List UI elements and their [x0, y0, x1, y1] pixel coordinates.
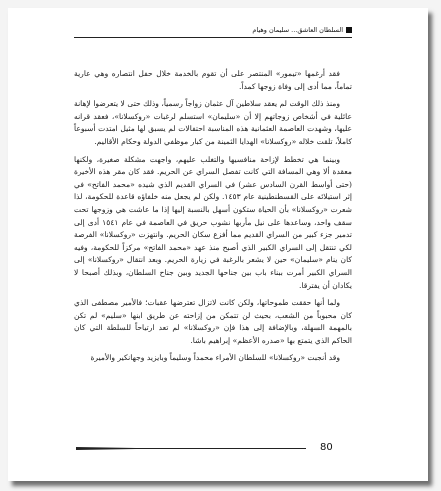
- paragraph: ومنذ ذلك الوقت لم يعقد سلاطين آل عثمان زواجاً رسمياً، وذلك حتى لا يتعرضوا لإهانة عائلية في أشخاص زوجاتهم إلا أن «سليمان» استسلم لرغبات «روكسلانا»، فعقد قرانه عليها، وشهدت العاصمة العثمانية هذه المناسبة احتفالات لم يسبق لها مثيل امتدت أسبوعاً كاملاً، تلقت خلاله «روكسلانا» الهدايا الثمينة من كبار موظفي الدولة وحكام الأقاليم.: [74, 99, 352, 146]
- page-body: [74, 8, 352, 481]
- book-page: [8, 8, 428, 481]
- running-header-text: السلطان العاشق... سليمان وهيام: [252, 26, 343, 34]
- paragraph: وقد أنجبت «روكسلانا» للسلطان الأمراء محمداً وسليماً وبايزيد وجهانكير والأميرة: [90, 353, 340, 363]
- footer-rule: [76, 448, 306, 449]
- paragraph: ولما أنها حققت طموحاتها، ولكن كانت لاتزال تعترضها عقبات؛ فالأمير مصطفى الذي كان محبوباً من الشعب، بحيث لن تتمكن من إزاحته عن طريق ابنها «سليم» لم تكن بالمهمة السهلة، وبالإضافة إلى هذا فإن «روكسلانا» لم تعد ارتياحاً للسلطة التي كان الحاكم الذي يتمتع بها «صدره الأعظم» إبراهيم باشا.: [74, 298, 352, 345]
- paragraph: فقد أرغمها «تيمور» المنتصر على أن تقوم بالخدمة خلال حفل انتصاره وهي عارية تماماً، مما أدى إلى وفاة زوجها كمداً.: [74, 69, 352, 91]
- header-rule: [74, 37, 352, 38]
- page-number: 80: [320, 442, 333, 453]
- running-header: [74, 26, 352, 35]
- body-text: [74, 68, 352, 370]
- header-square-icon: [346, 27, 352, 33]
- paragraph: وبينما هي تخطط لإزاحة منافسيها والتغلب عليهم، واجهت مشكلة صغيرة، ولكنها معقدة ألا وهي المسافة التي كانت تفصل السراي عن الحريم. فقد كان مقر هذه الأخيرة (حتى أواسط القرن السادس عشر) في السراي القديم الذي شيده «محمد الفاتح» في إثر استيلائه على القسطنطينية عام ١٤٥٣. ولكن لم يجعل منه خلفاؤه قاعدة للحكومة، لذا شعرت «روكسلانا» بأن الحياة ستكون أسهل بالنسبة إليها إذا ما عاشت هي وزوجها تحت سقف واحد، وساعدها على نيل مأربها نشوب حريق في العاصمة في عام ١٥٤١ أدى إلى تدمير جزء كبير من السراي القديم مما أفزع سكان الحريم. وانتهزت «روكسلانا» الفرصة لكي تنتقل إلى السراي الكبير الذي أصبح منذ عهد «محمد الفاتح» مركزاً للحكومة، وفيه كان ينام «سليمان» حين لا يشعر بالرغبة في زيارة الحريم. وبعد انتقال «روكسلانا» إلى السراي الكبير أمرت ببناء باب بين جناحها الجديد وبين جناح السلطان، وبذلك أصبحا لا يكادان أن يفترقا.: [74, 154, 352, 290]
